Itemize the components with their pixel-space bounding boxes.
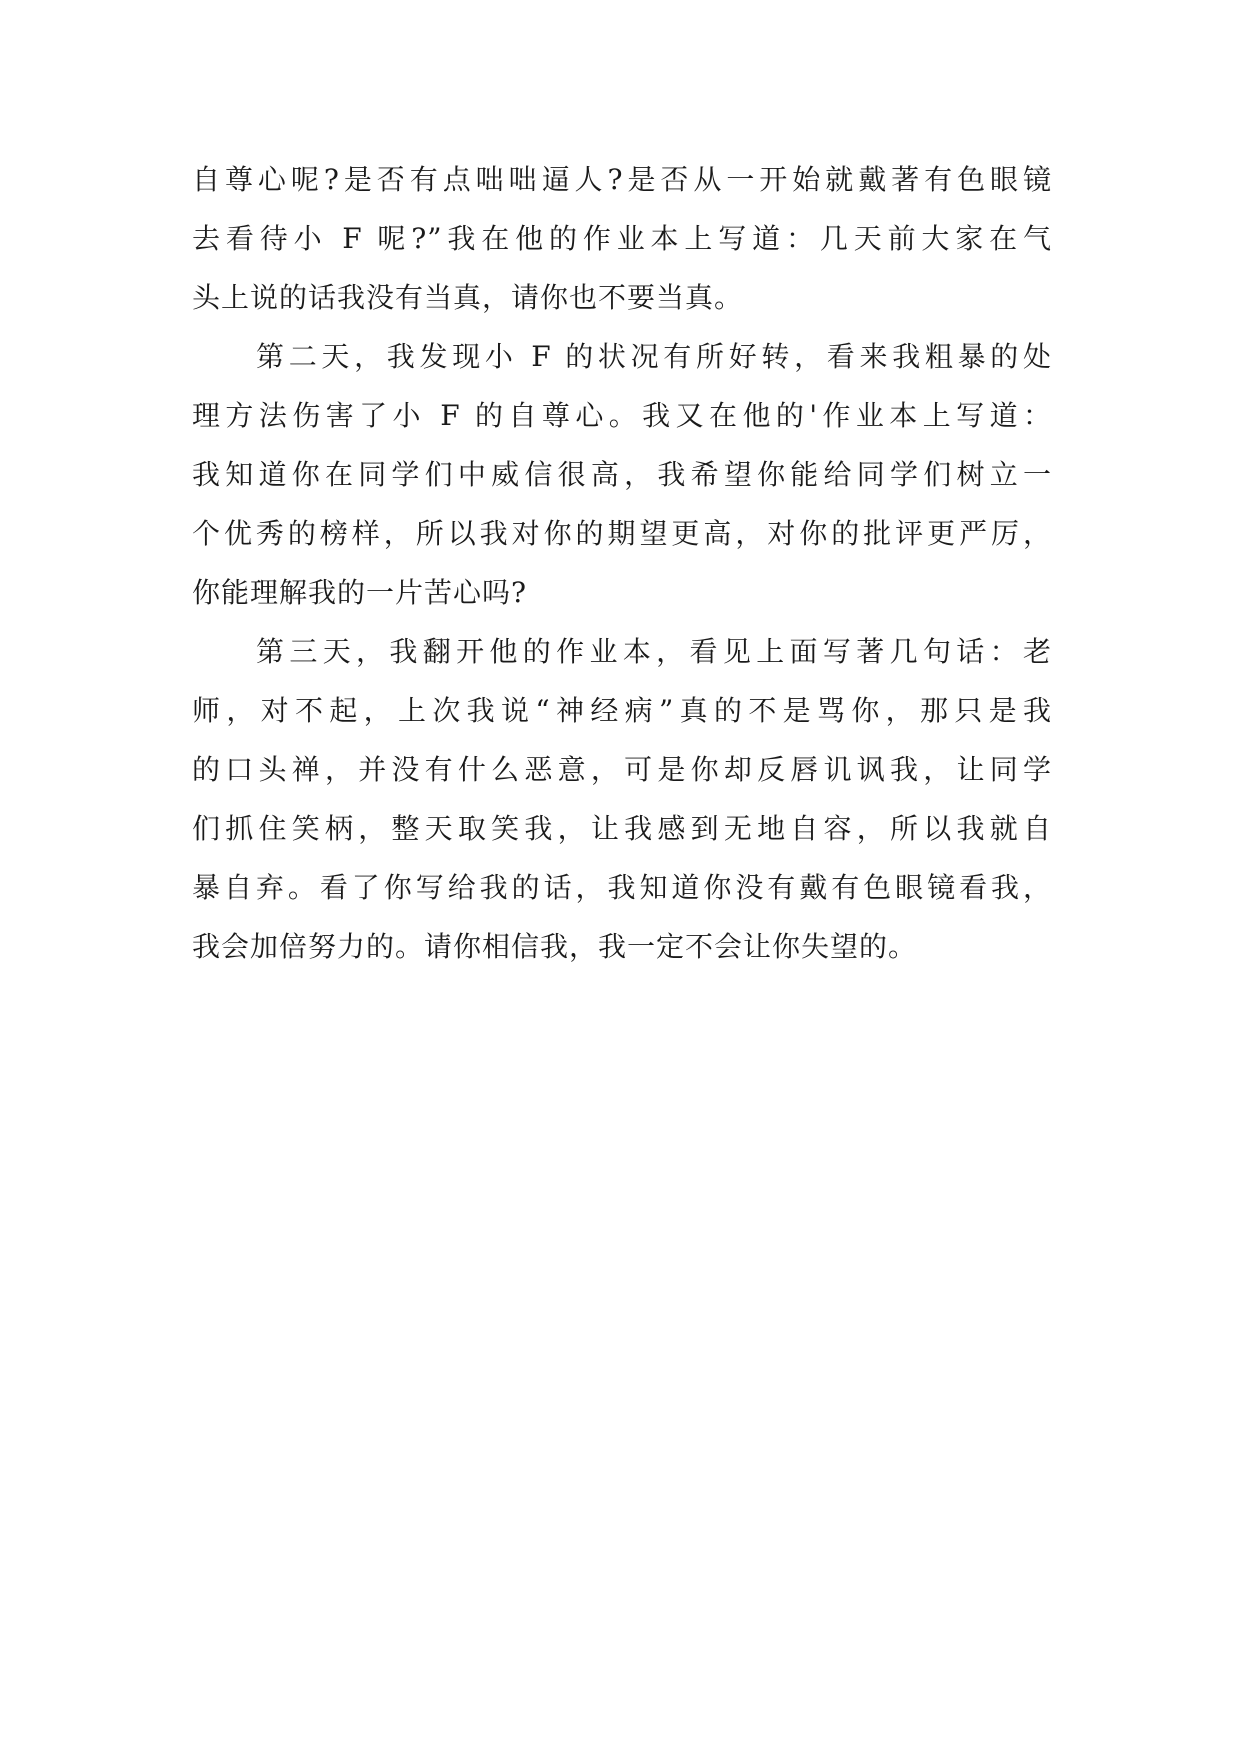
text-line: 们抓住笑柄，整天取笑我，让我感到无地自容，所以我就自 (192, 812, 1052, 845)
text-line: 头上说的话我没有当真，请你也不要当真。 (192, 281, 744, 314)
text-line: 暴自弃。看了你写给我的话，我知道你没有戴有色眼镜看我， (192, 871, 1052, 904)
text-line: 你能理解我的一片苦心吗? (192, 576, 528, 609)
text-line: 第二天，我发现小 F 的状况有所好转，看来我粗暴的处 (256, 340, 1052, 373)
text-line: 我知道你在同学们中威信很高，我希望你能给同学们树立一 (192, 458, 1052, 491)
text-line: 个优秀的榜样，所以我对你的期望更高，对你的批评更严厉， (192, 517, 1052, 550)
text-line: 的口头禅，并没有什么恶意，可是你却反唇讥讽我，让同学 (192, 753, 1052, 786)
text-line: 自尊心呢?是否有点咄咄逼人?是否从一开始就戴著有色眼镜 (192, 163, 1052, 196)
paragraph-3 (192, 622, 1052, 976)
text-line: 去看待小 F 呢?”我在他的作业本上写道：几天前大家在气 (192, 222, 1052, 255)
text-line: 理方法伤害了小 F 的自尊心。我又在他的'作业本上写道： (192, 399, 1052, 432)
paragraph-1 (192, 150, 1052, 327)
paragraph-2 (192, 327, 1052, 622)
text-line: 师，对不起，上次我说“神经病”真的不是骂你，那只是我 (192, 694, 1052, 727)
text-line: 我会加倍努力的。请你相信我，我一定不会让你失望的。 (192, 930, 918, 963)
document-body (192, 150, 1052, 976)
text-line: 第三天，我翻开他的作业本，看见上面写著几句话：老 (256, 635, 1052, 668)
